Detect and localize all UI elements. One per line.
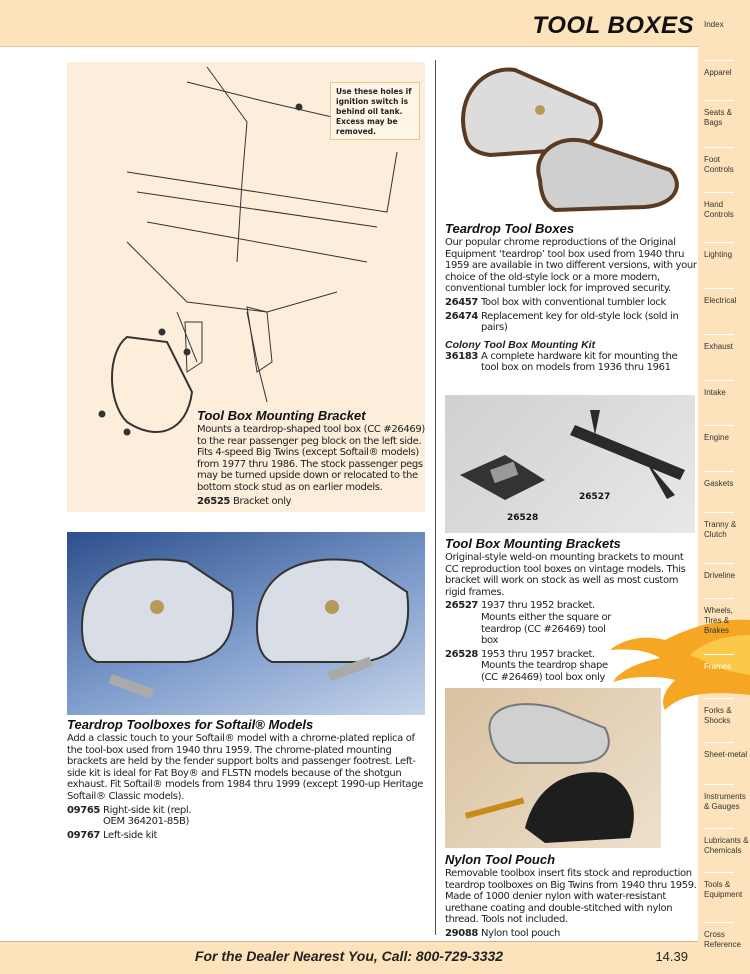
product-description: Mounts a teardrop-shaped tool box (CC #26469) to the rear passenger peg block on the left side. Fits 4-speed Big Twins (except Softail® models) from 1977 thru 1986. The stock passenger pegs may be turned upside down or relocated to the bottom stock stud as on earlier models. bbox=[197, 424, 425, 493]
tab-separator bbox=[704, 334, 734, 335]
sku-desc: Tool box with conventional tumbler lock bbox=[481, 296, 666, 308]
sidebar-item-driveline[interactable]: Driveline bbox=[704, 571, 736, 580]
sidebar-item-exhaust[interactable]: Exhaust bbox=[704, 342, 733, 351]
softail-toolboxes-photo bbox=[67, 532, 425, 715]
product-title: Teardrop Tool Boxes bbox=[445, 221, 575, 236]
product-title: Tool Box Mounting Bracket bbox=[197, 408, 366, 423]
sku-desc: 1953 thru 1957 bracket. Mounts the teardrop shape (CC #26469) tool box only bbox=[481, 648, 608, 683]
sidebar-item-instruments-gauges[interactable]: Instruments & Gauges bbox=[704, 792, 746, 811]
tab-separator bbox=[704, 147, 734, 148]
product-brackets bbox=[445, 536, 697, 684]
sku-row bbox=[197, 496, 425, 508]
sku: 09765 bbox=[67, 804, 101, 816]
product-description: Our popular chrome reproductions of the Original Equipment ‘teardrop’ tool box used from 1940 thru 1959 are available in two different versions, with your choice of the old-style lock or a more modern, conventional tumbler lock for improved security. bbox=[445, 237, 697, 295]
photo-label: 26527 bbox=[579, 492, 611, 502]
sku: 29088 bbox=[445, 927, 479, 939]
product-softail bbox=[67, 717, 427, 841]
sku-desc: Nylon tool pouch bbox=[481, 927, 560, 939]
page-title: TOOL BOXES bbox=[532, 12, 694, 39]
sku: 26457 bbox=[445, 296, 479, 308]
product-pouch bbox=[445, 852, 697, 940]
tab-separator bbox=[704, 872, 734, 873]
column-divider bbox=[435, 60, 436, 935]
tab-separator bbox=[704, 288, 734, 289]
sidebar-item-electrical[interactable]: Electrical bbox=[704, 296, 737, 305]
dealer-phone: For the Dealer Nearest You, Call: 800-729-3332 bbox=[194, 948, 504, 964]
photo-label: 26528 bbox=[507, 513, 539, 523]
tab-separator bbox=[704, 512, 734, 513]
sku-row bbox=[445, 297, 697, 309]
sku: 26525 bbox=[197, 495, 231, 507]
product-description: Removable toolbox insert fits stock and reproduction teardrop toolboxes on Big Twins from 1940 thru 1959. Made of 1000 denier nylon with water-resistant urethane coating and double-stitched with nylon thread. Tools not included. bbox=[445, 868, 697, 926]
sidebar-item-sheet-metal[interactable]: Sheet-metal bbox=[704, 750, 748, 759]
sku-row bbox=[445, 311, 697, 334]
tab-separator bbox=[704, 192, 734, 193]
sidebar-item-engine[interactable]: Engine bbox=[704, 433, 729, 442]
sku-row bbox=[67, 830, 427, 842]
sidebar-item-apparel[interactable]: Apparel bbox=[704, 68, 732, 77]
tab-separator bbox=[704, 654, 734, 655]
sidebar-item-intake[interactable]: Intake bbox=[704, 388, 726, 397]
sku-row bbox=[445, 600, 697, 646]
footer bbox=[0, 941, 698, 974]
sidebar-item-frames[interactable]: Frames bbox=[704, 662, 732, 671]
sku-row bbox=[445, 649, 697, 684]
tab-separator bbox=[704, 922, 734, 923]
sku: 36183 bbox=[445, 350, 479, 362]
tab-separator bbox=[704, 784, 734, 785]
tab-separator bbox=[704, 742, 734, 743]
tab-separator bbox=[704, 698, 734, 699]
tab-separator bbox=[704, 425, 734, 426]
sku-desc: A complete hardware kit for mounting the tool box on models from 1936 thru 1961 bbox=[481, 350, 678, 374]
tab-separator bbox=[704, 60, 734, 61]
sku: 26528 bbox=[445, 648, 479, 660]
sku: 26474 bbox=[445, 310, 479, 322]
sidebar-item-forks-shocks[interactable]: Forks & Shocks bbox=[704, 706, 732, 725]
sku-desc: Right-side kit (repl. OEM 364201-85B) bbox=[103, 804, 192, 828]
sidebar-item-lighting[interactable]: Lighting bbox=[704, 250, 733, 259]
diagram-callout: Use these holes if ignition switch is behind oil tank. Excess may be removed. bbox=[330, 82, 420, 140]
sku-row bbox=[67, 805, 427, 828]
tab-separator bbox=[704, 563, 734, 564]
subproduct-title: Colony Tool Box Mounting Kit bbox=[445, 338, 596, 351]
sku-row bbox=[445, 351, 697, 374]
tab-separator bbox=[704, 380, 734, 381]
sku-desc: Replacement key for old-style lock (sold in pairs) bbox=[481, 310, 679, 334]
sidebar-item-lubricants-chemicals[interactable]: Lubricants & Chemicals bbox=[704, 836, 749, 855]
mounting-brackets-photo bbox=[445, 395, 695, 533]
nylon-pouch-photo bbox=[445, 688, 661, 848]
sku-row bbox=[445, 928, 697, 940]
sku-desc: Bracket only bbox=[233, 495, 292, 507]
sku: 09767 bbox=[67, 829, 101, 841]
product-title: Tool Box Mounting Brackets bbox=[445, 536, 621, 551]
sku-desc: Left-side kit bbox=[103, 829, 158, 841]
teardrop-toolboxes-photo bbox=[445, 55, 695, 215]
sidebar-item-gaskets[interactable]: Gaskets bbox=[704, 479, 734, 488]
tab-separator bbox=[704, 828, 734, 829]
sidebar-item-wheels-tires-brakes[interactable]: Wheels, Tires & Brakes bbox=[704, 606, 733, 635]
tab-separator bbox=[704, 100, 734, 101]
tab-separator bbox=[704, 242, 734, 243]
product-title: Teardrop Toolboxes for Softail® Models bbox=[67, 717, 314, 732]
sidebar-item-hand-controls[interactable]: Hand Controls bbox=[704, 200, 734, 219]
product-description: Original-style weld-on mounting brackets to mount CC reproduction tool boxes on vintage models. This bracket will work on stock as well as most custom rigid frames. bbox=[445, 552, 686, 598]
tab-separator bbox=[704, 471, 734, 472]
product-title: Nylon Tool Pouch bbox=[445, 852, 556, 867]
page-number: 14.39 bbox=[655, 949, 688, 964]
product-teardrop bbox=[445, 221, 697, 374]
sidebar-item-foot-controls[interactable]: Foot Controls bbox=[704, 155, 734, 174]
sku: 26527 bbox=[445, 600, 479, 612]
tab-separator bbox=[704, 598, 734, 599]
sidebar-item-seats-bags[interactable]: Seats & Bags bbox=[704, 108, 733, 127]
product-description: Add a classic touch to your Softail® model with a chrome-plated replica of the tool-box used from 1940 thru 1959. The chrome-plated mounting brackets are held by the fender support bolts and passenger footrest. Left-side kit is ideal for Fat Boy® and FLSTN models because of the shotgun exhaust. Fit Softail® models from 1984 thru 1999 (except 1990-up Heritage Softail® Classic models). bbox=[67, 733, 424, 802]
sku-desc: 1937 thru 1952 bracket. Mounts either the square or teardrop (CC #26469) tool box bbox=[481, 600, 611, 647]
sidebar-item-tranny-clutch[interactable]: Tranny & Clutch bbox=[704, 520, 737, 539]
sidebar-item-cross-reference[interactable]: Cross Reference bbox=[704, 930, 741, 949]
sidebar-item-tools-equipment[interactable]: Tools & Equipment bbox=[704, 880, 743, 899]
sidebar-item-index[interactable]: Index bbox=[704, 20, 724, 29]
product-bracket bbox=[197, 408, 425, 507]
